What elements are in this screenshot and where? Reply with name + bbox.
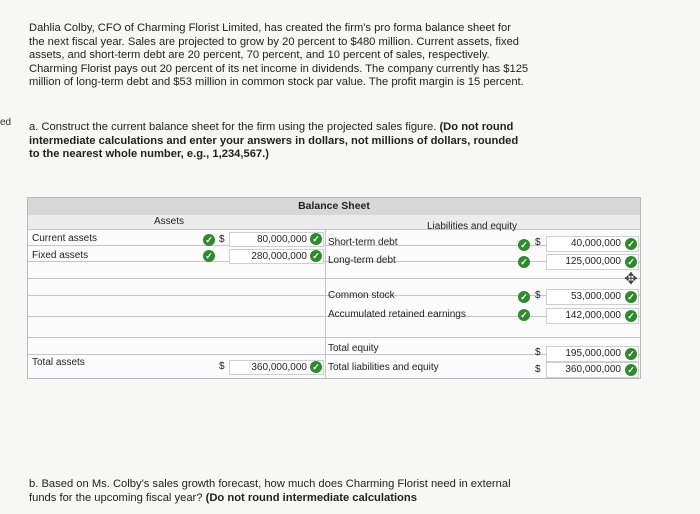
current-assets-label: Current assets	[32, 233, 98, 244]
check-icon: ✓	[203, 250, 215, 262]
check-icon: ✓	[310, 250, 322, 262]
retained-earnings-value: 142,000,000	[565, 310, 621, 321]
total-assets-dollar: $	[219, 361, 225, 372]
check-icon: ✓	[625, 310, 637, 322]
long-term-debt-label: Long-term debt	[328, 255, 396, 266]
check-icon: ✓	[625, 291, 637, 303]
header-bar	[28, 215, 640, 229]
divider-row	[28, 278, 640, 279]
part-b-text: Based on Ms. Colby's sales growth forecast, how much does Charming Florist need in external funds for the upcoming fiscal year?	[29, 478, 511, 504]
retained-earnings-input[interactable]	[546, 308, 639, 324]
total-liab-equity-input[interactable]	[546, 362, 639, 378]
assets-header: Assets	[154, 216, 185, 227]
fixed-assets-label: Fixed assets	[32, 250, 89, 261]
short-term-debt-label: Short-term debt	[328, 237, 398, 248]
part-a-text: Construct the current balance sheet for the firm using the projected sales figure.	[41, 121, 437, 133]
short-term-debt-value: 40,000,000	[570, 238, 621, 249]
check-icon: ✓	[518, 256, 530, 268]
fixed-assets-input[interactable]	[229, 249, 324, 264]
total-assets-label: Total assets	[32, 357, 85, 368]
total-equity-dollar: $	[535, 347, 541, 358]
check-icon: ✓	[310, 361, 322, 373]
common-stock-input[interactable]	[546, 289, 639, 305]
balance-sheet-title: Balance Sheet	[28, 198, 640, 215]
fixed-assets-value: 280,000,000	[251, 251, 307, 262]
short-term-debt-dollar: $	[535, 237, 541, 248]
current-assets-input[interactable]	[229, 232, 324, 247]
check-icon: ✓	[625, 364, 637, 376]
common-stock-label: Common stock	[328, 290, 395, 301]
check-icon: ✓	[625, 238, 637, 250]
check-icon: ✓	[203, 234, 215, 246]
divider-row	[28, 337, 640, 338]
total-liab-equity-label: Total liabilities and equity	[328, 362, 439, 373]
total-assets-value: 360,000,000	[251, 362, 307, 373]
check-icon: ✓	[518, 291, 530, 303]
problem-text: Dahlia Colby, CFO of Charming Florist Limited, has created the firm's pro forma balance sheet for the next fiscal year. Sales are projected to grow by 20 percent to $480 million. Current assets, fixed assets, and short-term debt are 20 percent, 70 percent, and 10 percent of sales, respectively. Charming Florist pays out 20 percent of its net income in dividends. The company currently has $125 million of long-term debt and $53 million in common stock par value. The profit margin is 15 percent.	[29, 22, 529, 88]
divider-row	[28, 229, 640, 230]
total-assets-input[interactable]	[229, 360, 324, 375]
long-term-debt-input[interactable]	[546, 254, 639, 270]
check-icon: ✓	[518, 309, 530, 321]
total-equity-label: Total equity	[328, 343, 379, 354]
check-icon: ✓	[518, 239, 530, 251]
total-equity-value: 195,000,000	[565, 348, 621, 359]
common-stock-value: 53,000,000	[570, 291, 621, 302]
part-b-label: b.	[29, 478, 39, 490]
total-liab-equity-dollar: $	[535, 364, 541, 375]
long-term-debt-value: 125,000,000	[565, 256, 621, 267]
check-icon: ✓	[625, 256, 637, 268]
part-a-instructions: (Do not round intermediate calculations and enter your answers in dollars, not millions of dollars, rounded to the nearest whole number, e.g., 1,234,567.)	[29, 121, 519, 160]
retained-earnings-label: Accumulated retained earnings	[328, 309, 466, 320]
side-letters: ed	[0, 117, 12, 128]
liabilities-header: Liabilities and equity	[427, 221, 518, 232]
balance-sheet-table	[27, 197, 641, 379]
part-b-prompt	[29, 478, 529, 505]
common-stock-dollar: $	[535, 290, 541, 301]
part-b-instructions: (Do not round intermediate calculations	[205, 491, 417, 504]
total-liab-equity-value: 360,000,000	[565, 364, 621, 375]
current-assets-value: 80,000,000	[256, 234, 307, 245]
part-a-label: a.	[29, 121, 39, 133]
add-row-icon[interactable]: ✥	[624, 271, 638, 288]
short-term-debt-input[interactable]	[546, 236, 639, 252]
total-equity-input[interactable]	[546, 346, 639, 362]
part-a-prompt	[29, 121, 529, 162]
current-assets-dollar: $	[219, 234, 225, 245]
divider-mid	[325, 229, 326, 378]
check-icon: ✓	[310, 233, 322, 245]
check-icon: ✓	[625, 348, 637, 360]
